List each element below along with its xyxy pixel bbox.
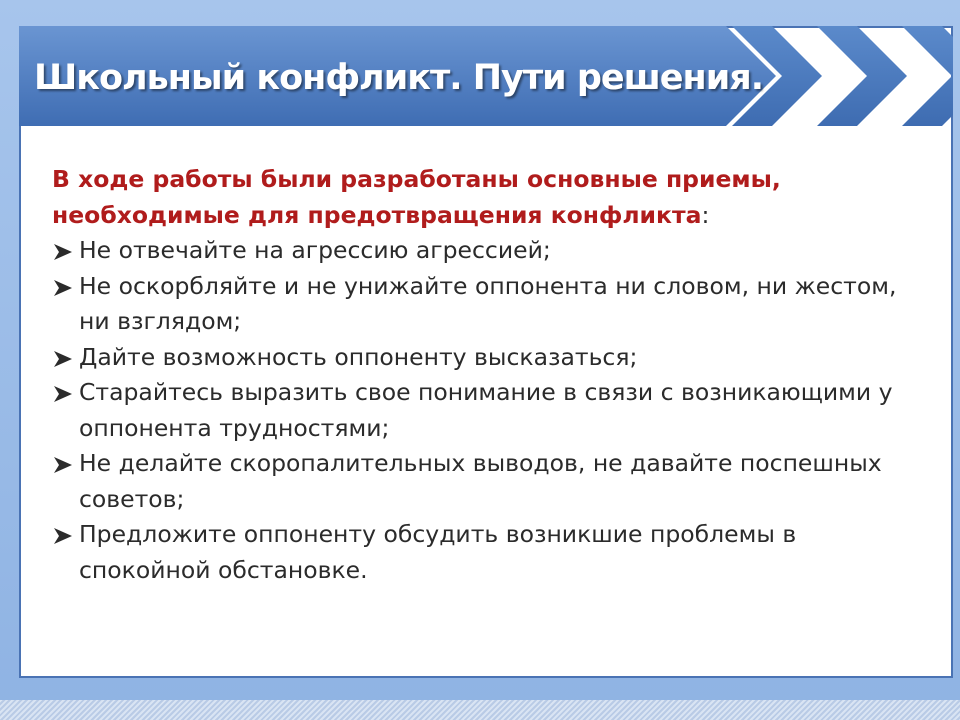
intro-paragraph bbox=[52, 162, 912, 233]
list-item-text: Не делайте скоропалительных выводов, не давайте поспешных советов; bbox=[79, 449, 882, 513]
intro-highlighted-text: В ходе работы были разработаны основные приемы, необходимые для предотвращения конфликта bbox=[52, 165, 781, 229]
list-item bbox=[52, 269, 912, 340]
tips-list bbox=[52, 233, 912, 588]
intro-colon: : bbox=[701, 200, 710, 229]
list-item bbox=[52, 446, 912, 517]
list-item bbox=[52, 375, 912, 446]
arrowhead-bullet-icon bbox=[53, 279, 73, 297]
slide-content bbox=[52, 162, 912, 588]
chevron-2-icon bbox=[817, 26, 907, 126]
arrowhead-bullet-icon bbox=[53, 350, 73, 368]
arrowhead-bullet-icon bbox=[53, 456, 73, 474]
list-item bbox=[52, 517, 912, 588]
arrowhead-bullet-icon bbox=[53, 385, 73, 403]
list-item-text: Не отвечайте на агрессию агрессией; bbox=[79, 236, 551, 264]
slide-title: Школьный конфликт. Пути решения. bbox=[34, 58, 764, 98]
bottom-pattern-strip bbox=[0, 700, 960, 720]
arrowhead-bullet-icon bbox=[53, 243, 73, 261]
list-item bbox=[52, 233, 912, 269]
list-item-text: Старайтесь выразить свое понимание в связи с возникающими у оппонента трудностями; bbox=[79, 378, 893, 442]
chevron-3-icon bbox=[902, 26, 953, 126]
list-item-text: Дайте возможность оппоненту высказаться; bbox=[79, 342, 638, 371]
arrowhead-bullet-icon bbox=[53, 527, 73, 545]
list-item bbox=[52, 340, 912, 376]
list-item-text: Предложите оппоненту обсудить возникшие проблемы в спокойной обстановке. bbox=[79, 520, 797, 584]
list-item-text: Не оскорбляйте и не унижайте оппонента ни словом, ни жестом, ни взглядом; bbox=[79, 271, 897, 335]
